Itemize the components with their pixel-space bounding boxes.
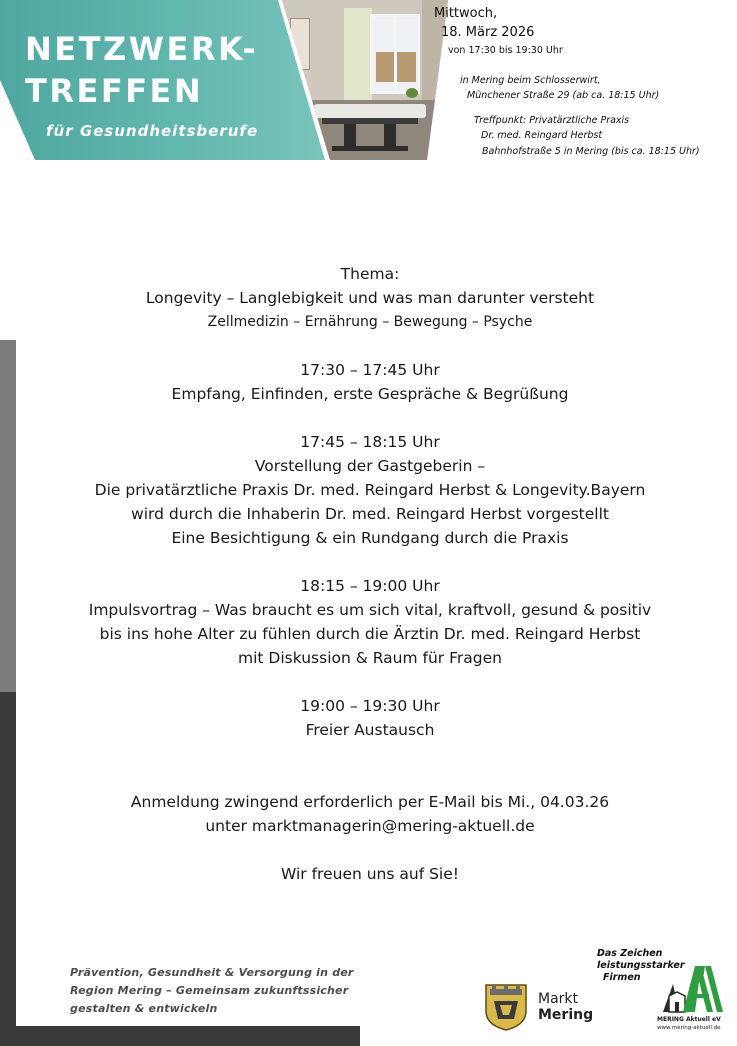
slot-line: Empfang, Einfinden, erste Gespräche & Begrüßung <box>171 385 569 403</box>
quality-badge-text: Das Zeichen leistungsstarker Firmen <box>597 948 685 983</box>
meeting-point-line-3: Bahnhofstraße 5 in Mering (bis ca. 18:15 Uhr) <box>482 146 700 157</box>
title-line-2: TREFFEN <box>25 72 204 110</box>
banner-subtitle: für Gesundheitsberufe <box>46 122 259 140</box>
header-banner <box>0 0 737 160</box>
meeting-point-line-2: Dr. med. Reingard Herbst <box>481 130 603 141</box>
markt-mering-logo <box>484 983 604 1033</box>
slot-line: Eine Besichtigung & ein Rundgang durch die Praxis <box>171 529 569 547</box>
mering-label: Mering <box>538 1007 594 1023</box>
registration-email-line[interactable]: unter marktmanagerin@mering-aktuell.de <box>205 817 535 835</box>
slot-line: bis ins hohe Alter zu fühlen durch die Ärztin Dr. med. Reingard Herbst <box>99 625 641 643</box>
bottom-bar <box>0 1026 360 1046</box>
slogan-line-3: gestalten & entwickeln <box>70 1002 218 1015</box>
theme-label: Thema: <box>340 265 400 283</box>
slot-time: 17:45 – 18:15 Uhr <box>300 433 440 451</box>
slot-line: wird durch die Inhaberin Dr. med. Reingard Herbst vorgestellt <box>131 505 609 523</box>
slot-line: Die privatärztliche Praxis Dr. med. Reingard Herbst & Longevity.Bayern <box>94 481 646 499</box>
slot-line: Vorstellung der Gastgeberin – <box>254 457 486 475</box>
event-day: Mittwoch, <box>434 6 498 21</box>
slogan-line-1: Prävention, Gesundheit & Versorgung in der <box>70 966 354 979</box>
theme-subtitle: Zellmedizin – Ernährung – Bewegung – Psyche <box>207 314 533 330</box>
slot-time: 18:15 – 19:00 Uhr <box>300 577 440 595</box>
event-place-line-2: Münchener Straße 29 (ab ca. 18:15 Uhr) <box>467 90 660 101</box>
title-line-1: NETZWERK- <box>25 30 259 68</box>
markt-label: Markt <box>538 991 579 1007</box>
slot-line: Impulsvortrag – Was braucht es um sich vital, kraftvoll, gesund & positiv <box>88 601 652 619</box>
registration-line-1: Anmeldung zwingend erforderlich per E-Mail bis Mi., 04.03.26 <box>130 793 610 811</box>
program-section <box>50 262 690 886</box>
event-time: von 17:30 bis 19:30 Uhr <box>448 45 563 56</box>
mering-aktuell-logo-icon <box>655 962 725 1022</box>
event-place-line-1: in Mering beim Schlosserwirt, <box>460 75 601 86</box>
slot-line: mit Diskussion & Raum für Fragen <box>238 649 502 667</box>
meeting-point-line-1: Treffpunkt: Privatärztliche Praxis <box>474 115 630 126</box>
left-bar-dark <box>0 692 16 1046</box>
event-date: 18. März 2026 <box>441 25 535 40</box>
slot-time: 17:30 – 17:45 Uhr <box>300 361 440 379</box>
slogan-line-2: Region Mering – Gemeinsam zukunftssicher <box>70 984 349 997</box>
mering-aktuell-url[interactable]: www.mering-aktuell.de <box>657 1025 721 1031</box>
mering-aktuell-name: MERING Aktuell eV <box>657 1016 721 1023</box>
theme-title: Longevity – Langlebigkeit und was man darunter versteht <box>145 289 595 307</box>
left-bar-light <box>0 340 16 692</box>
closing-line: Wir freuen uns auf Sie! <box>281 865 459 883</box>
slot-line: Freier Austausch <box>305 721 435 739</box>
footer-slogan <box>70 964 410 1018</box>
coat-of-arms-icon <box>484 983 528 1031</box>
slot-time: 19:00 – 19:30 Uhr <box>300 697 440 715</box>
